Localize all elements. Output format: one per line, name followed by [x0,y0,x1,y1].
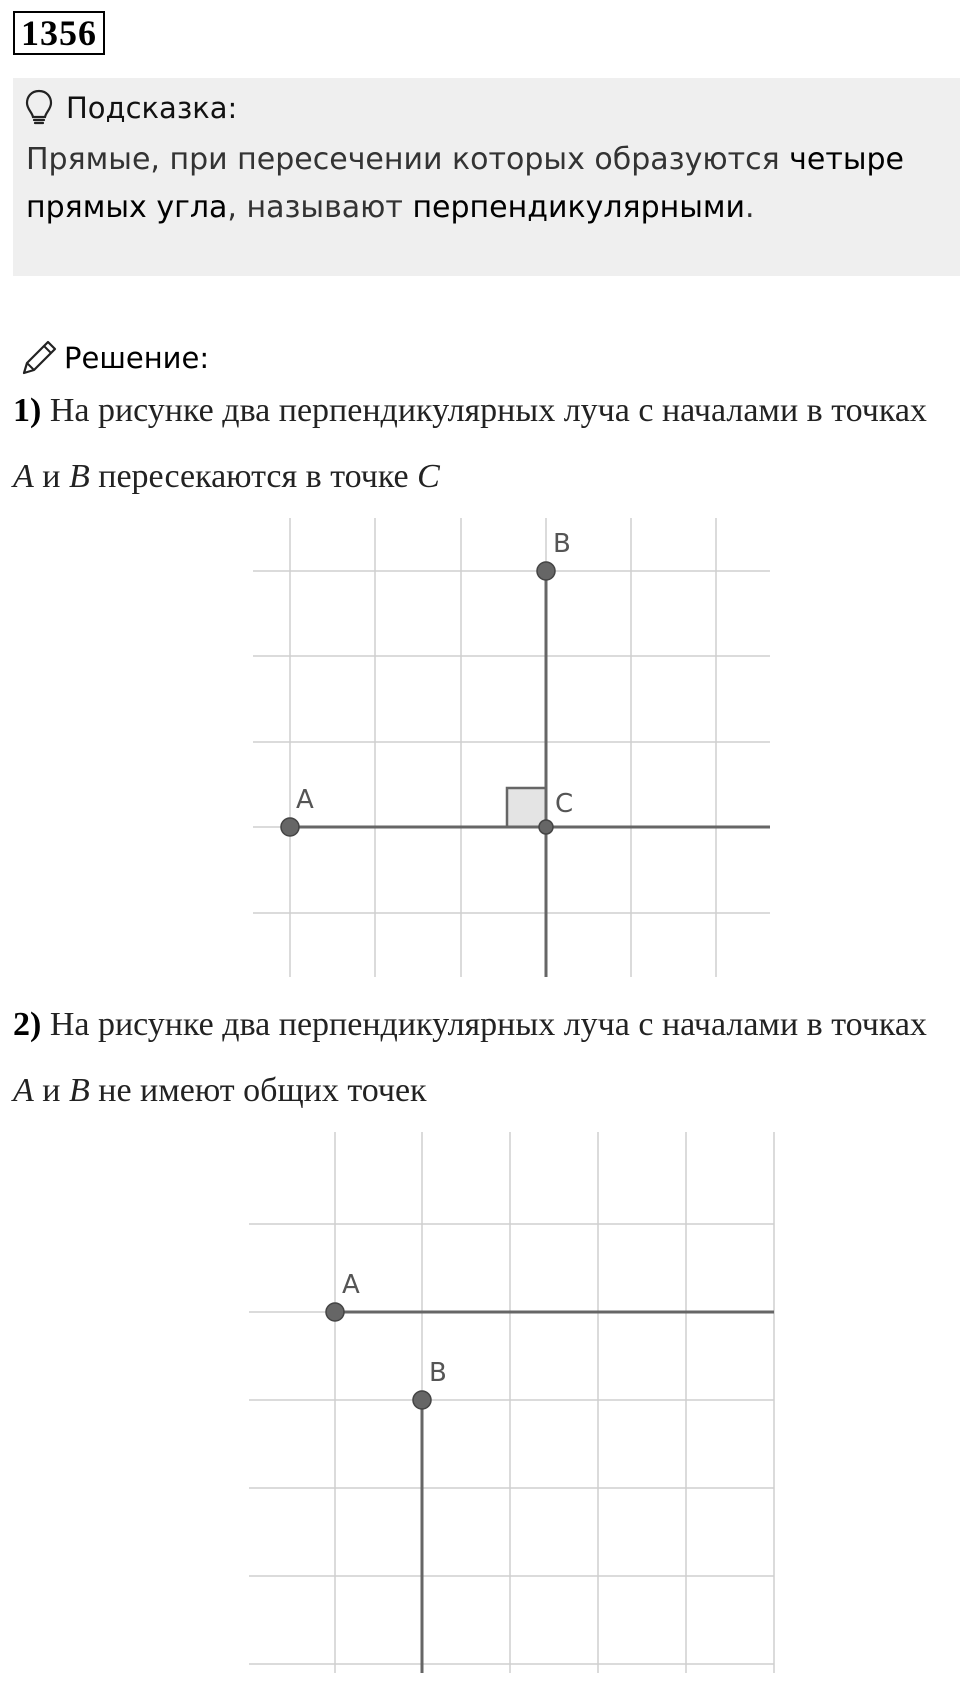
solution-item-1: 1) На рисунке два перпендикулярных луча с началами в точках A и B пересекаются в точке C [13,392,927,495]
hint-text: Прямые, при пересечении которых образуются четыре прямых угла, называют перпендикулярными. [26,142,904,225]
hint-title: Подсказка: [66,91,238,125]
label-b: B [553,529,571,559]
solution-title: Решение: [64,341,210,375]
label-a: A [342,1270,360,1300]
label-a: A [296,785,314,815]
hint-bold-term: четыре прямых угла [26,142,904,225]
point-b [413,1391,431,1409]
problem-number: 1356 [13,11,105,55]
hint-bold-term: перпендикулярными [412,190,746,225]
label-c: C [555,789,574,819]
label-b: B [429,1358,447,1388]
solution-item-2: 2) На рисунке два перпендикулярных луча с началами в точках A и B не имеют общих точек [13,1006,927,1109]
point-a [326,1303,344,1321]
